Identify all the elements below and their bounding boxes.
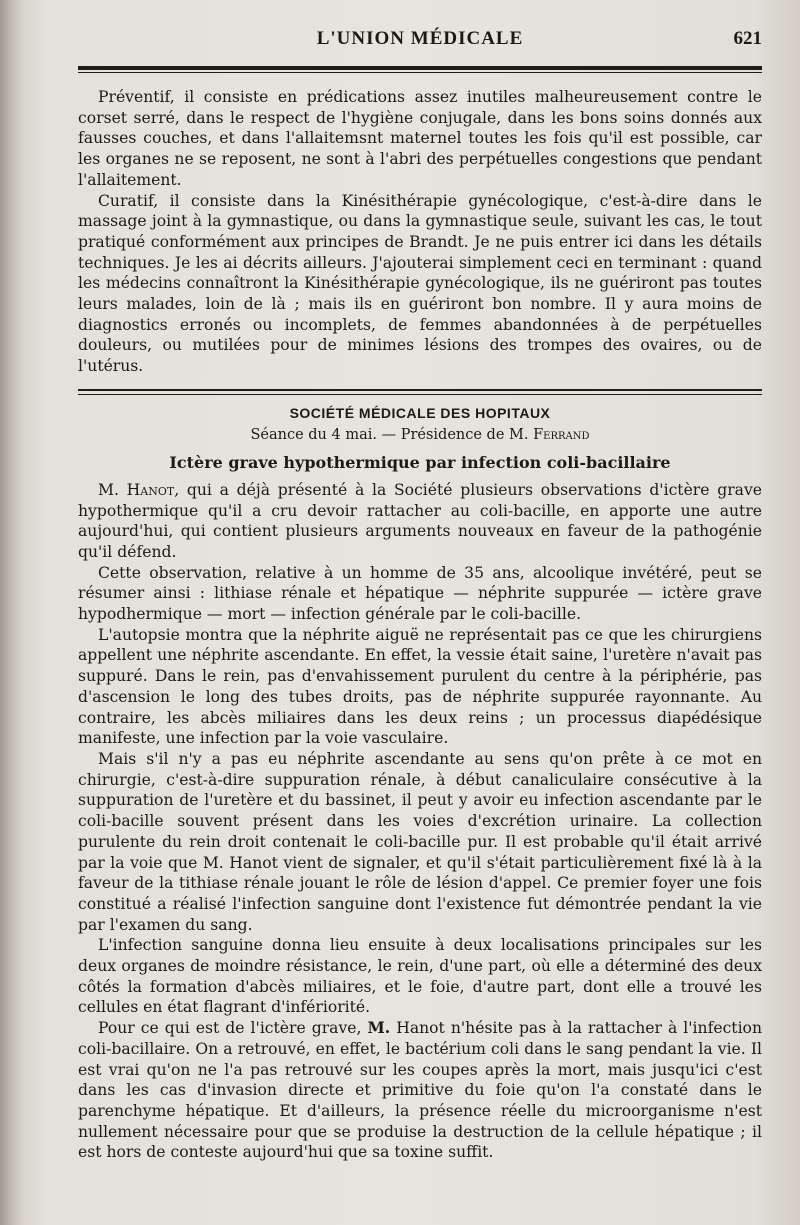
page-binding-shadow — [0, 0, 22, 1225]
p6-rest: Hanot n'hésite pas à la rattacher à l'infection coli-bacillaire. On a retrouvé, en effet, le bactérium coli dans le sang pendant la vie. Il est vrai qu'on ne l'a pas retrouvé sur les coupes après la mort, mais jusqu'ici c'est dans les cas d'invasion directe et primitive du foie qu'on l'a constaté dans le parenchyme hépatique. Et d'ailleurs, la présence réelle du microorganisme n'est nullement nécessaire pour que se produise la destruction de la cellule hépatique ; il est hors de conteste aujourd'hui que sa toxine suffit. — [78, 1019, 762, 1162]
page-number: 621 — [733, 28, 762, 49]
article-paragraph-1 — [78, 480, 762, 563]
intro-paragraph-preventif: Préventif, il consiste en prédications assez inutiles malheureusement contre le corset serré, dans le respect de l'hygiène conjugale, dans les bons soins donnés aux fausses couches, et dans l'allaitemsnt maternel toutes les fois qu'il est possible, car les organes ne se reposent, ne sont à l'abri des perpétuelles congestions que pendant l'allaitement. — [78, 88, 762, 189]
author-name: Hanot — [126, 480, 175, 499]
p1-lead: M. — [98, 480, 127, 499]
seance-text: Séance du 4 mai. — Présidence de M. — [250, 426, 534, 443]
article-paragraph-4: Mais s'il n'y a pas eu néphrite ascendante au sens qu'on prête à ce mot en chirurgie, c'est-à-dire suppuration rénale, à début canaliculaire consécutive à la suppuration de l'uretère et du bassinet, il peut y avoir eu infection ascendante par le coli-bacille souvent présent dans les voies d'excrétion urinaire. La collection purulente du rein droit contenait le coli-bacille pur. Il est probable qu'il était arrivé par la voie que M. Hanot vient de signaler, et qu'il s'était particulièrement fixé là à la faveur de la tithiase rénale jouant le rôle de lésion d'appel. Ce premier foyer une fois constitué a réalisé l'infection sanguine dont l'existence fut démontrée pendant la vie par l'examen du sang. — [78, 749, 762, 934]
intro-paragraph-curatif: Curatif, il consiste dans la Kinésithérapie gynécologique, c'est-à-dire dans le massage joint à la gymnastique, ou dans la gymnastique seule, suivant les cas, le tout pratiqué conformément aux principes de Brandt. Je ne puis entrer ici dans les détails techniques. Je les ai décrits ailleurs. J'ajouterai simplement ceci en terminant : quand les médecins connaîtront la Kinésithérapie gynécologique, ils ne guériront pas toutes leurs malades, loin de là ; mais ils en guériront bon nombre. Il y aura moins de diagnostics erronés ou incomplets, de femmes abandonnées à de perpétuelles douleurs, ou mutilées pour de minimes lésions des trompes des ovaires, ou de l'utérus. — [78, 191, 762, 376]
society-title: SOCIÉTÉ MÉDICALE DES HOPITAUX — [289, 404, 551, 421]
article-paragraph-3: L'autopsie montra que la néphrite aiguë ne représentait pas ce que les chirurgiens appellent une néphrite ascendante. En effet, la vessie était saine, l'uretère n'avait pas suppuré. Dans le rein, pas d'envahissement purulent du centre à la périphérie, pas d'ascension le long des tubes droits, pas de néphrite suppurée rayonnante. Au contraire, les abcès miliaires dans les deux reins ; un processus diapédésique manifeste, une infection par la voie vasculaire. — [78, 625, 762, 748]
article-paragraph-6 — [78, 1018, 762, 1163]
article-body — [78, 480, 762, 1163]
section-separator — [78, 389, 762, 395]
article-title: Ictère grave hypothermique par infection coli-bacillaire — [169, 452, 671, 472]
p6-lead: Pour ce qui est de l'ictère grave, — [98, 1019, 368, 1038]
running-head: L'UNION MÉDICALE — [316, 28, 524, 49]
header-rule-thin — [78, 72, 762, 73]
article-paragraph-5: L'infection sanguine donna lieu ensuite à deux localisations principales sur les deux organes de moindre résistance, le rein, d'une part, où elle a déterminé des deux côtés la formation d'abcès miliaires, et le foie, d'autre part, dont elle a trouvé les cellules en état flagrant d'infériorité. — [78, 936, 762, 1017]
article-paragraph-2: Cette observation, relative à un homme de 35 ans, alcoolique invétéré, peut se résumer ainsi : lithiase rénale et hépatique — néphrite suppurée — ictère grave hypodhermique — mort — infection générale par le coli-bacille. — [78, 563, 762, 624]
president-name: Ferrand — [533, 426, 590, 443]
header-rule — [78, 66, 762, 70]
page-header — [78, 24, 762, 54]
p1-rest: , qui a déjà présenté à la Société plusieurs observations d'ictère grave hypothermique qu'il a cru devoir rattacher au coli-bacille, en apporte une autre aujourd'hui, qui contient plusieurs arguments nouveaux en faveur de la pathogénie qu'il défend. — [78, 480, 762, 561]
seance-line — [78, 427, 762, 443]
intro-section — [78, 87, 762, 377]
p6-bold: M. — [367, 1018, 391, 1038]
